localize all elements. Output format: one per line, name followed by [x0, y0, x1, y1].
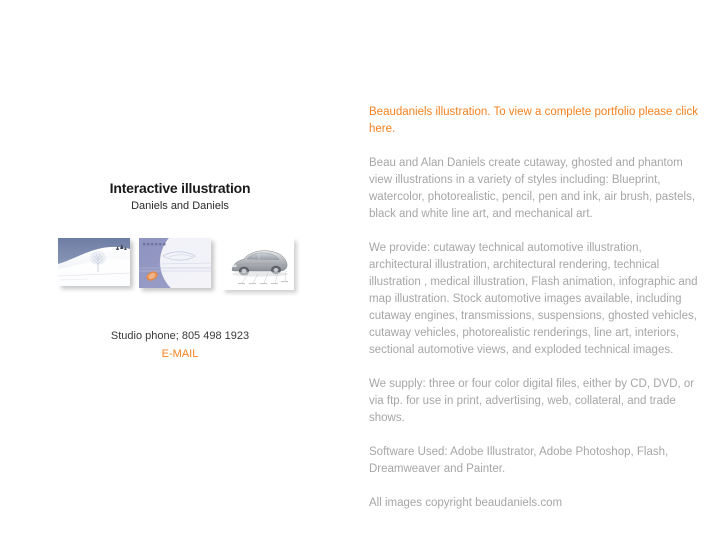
right-column-content [369, 104, 699, 512]
paragraph-delivery: We supply: three or four color digital files, either by CD, DVD, or via ftp. for use in print, advertising, web, collateral, and trade shows. [369, 378, 695, 424]
email-link[interactable]: E-MAIL [161, 348, 199, 360]
paragraph-services: We provide: cutaway technical automotive illustration, architectural illustration, architectural rendering, technical illustration , medical illustration, Flash animation, infographic and map illustration. Stock automotive images available, including cutaway engines, transmissions, suspensions, ghosted vehicles, cutaway vehicles, photorealistic renderings, line art, interiors, sectional automotive views, and exploded technical images. [369, 242, 698, 356]
paragraph-software: Software Used: Adobe Illustrator, Adobe Photoshop, Flash, Dreamweaver and Painter. [369, 446, 669, 475]
studio-phone-text: Studio phone; 805 498 1923 [110, 330, 250, 342]
thumbnail-gallery [0, 238, 360, 300]
paragraph-copyright: All images copyright beaudaniels.com [369, 497, 563, 509]
contact-block [0, 329, 360, 362]
left-column-header [0, 180, 360, 213]
portfolio-link[interactable]: Beaudaniels illustration. To view a complete portfolio please click here. [369, 106, 698, 135]
thumbnail-link-blueprint-cutaway[interactable] [139, 238, 211, 288]
blueprint-cutaway-image [139, 238, 211, 288]
paragraph-styles: Beau and Alan Daniels create cutaway, ghosted and phantom view illustrations in a variety of styles including: Blueprint, watercolor, photorealistic, pencil, pen and ink, air brush, pastels, black and white line art, and mechanical art. [369, 157, 696, 220]
thumbnail-link-snow-landscape[interactable] [58, 238, 130, 286]
silver-car-image [222, 238, 294, 290]
snow-landscape-image [58, 238, 130, 286]
page-title: Interactive illustration [109, 180, 251, 196]
page-subtitle: Daniels and Daniels [131, 200, 229, 212]
thumbnail-link-silver-car[interactable] [222, 238, 294, 290]
